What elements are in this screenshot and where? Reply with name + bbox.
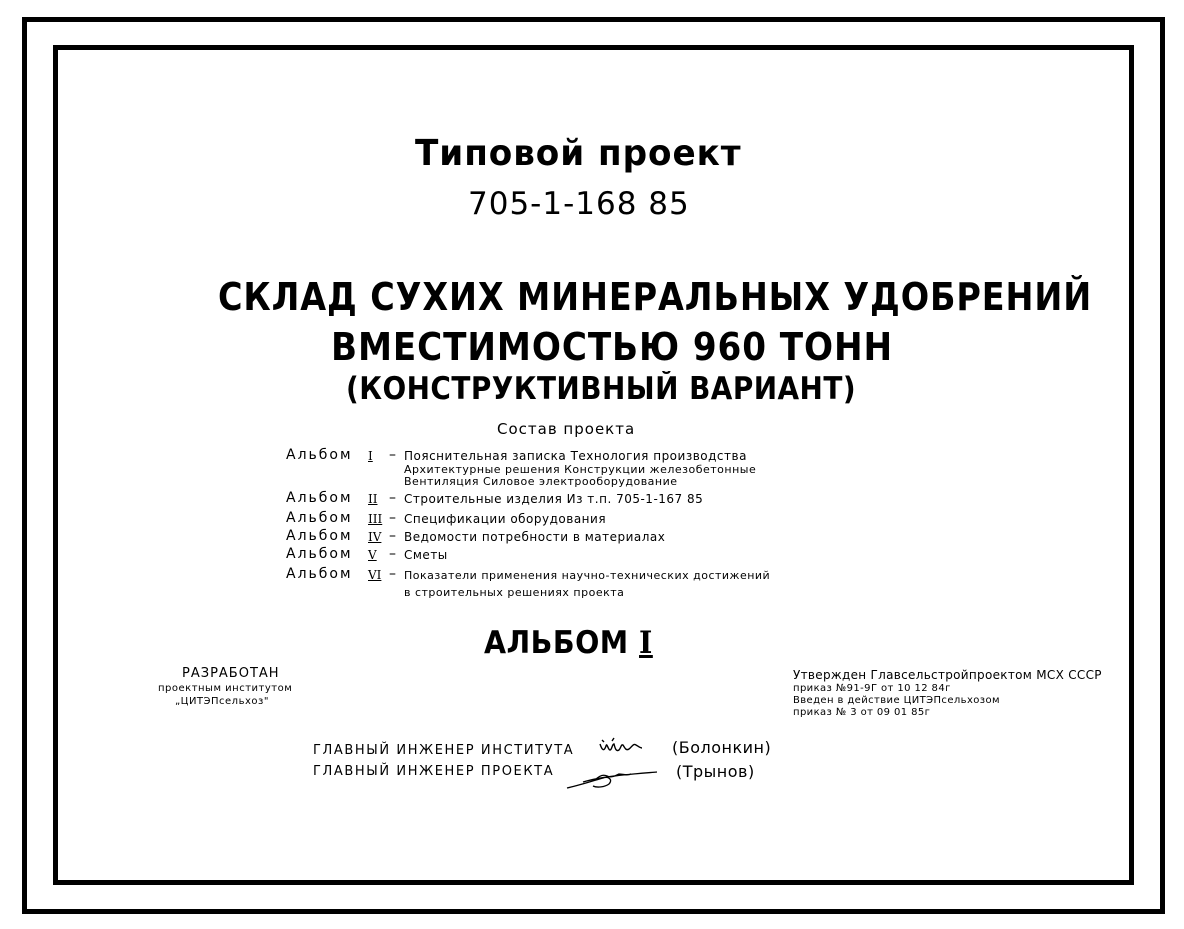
approval-line-3: Введен в действие ЦИТЭПсельхозом bbox=[793, 695, 1000, 706]
album-description-line: Спецификации оборудования bbox=[404, 512, 607, 526]
album-dash: – bbox=[389, 546, 396, 562]
composition-title: Состав проекта bbox=[497, 420, 636, 438]
heading-line-1: СКЛАД СУХИХ МИНЕРАЛЬНЫХ УДОБРЕНИЙ bbox=[218, 275, 1093, 319]
chief-engineer-institute-title: ГЛАВНЫЙ ИНЖЕНЕР ИНСТИТУТА bbox=[313, 743, 575, 758]
album-description-line: в строительных решениях проекта bbox=[404, 586, 625, 599]
chief-engineer-project-name: (Трынов) bbox=[676, 762, 755, 781]
album-label: Альбом bbox=[286, 490, 353, 506]
approval-line-2: приказ №91-9Г от 10 12 84г bbox=[793, 683, 951, 694]
album-dash: – bbox=[389, 490, 396, 506]
signature-project-icon bbox=[563, 764, 663, 794]
heading-line-3: (КОНСТРУКТИВНЫЙ ВАРИАНТ) bbox=[346, 371, 857, 407]
signature-institute-icon bbox=[596, 736, 646, 760]
album-dash: – bbox=[389, 528, 396, 544]
album-roman: VI bbox=[368, 568, 382, 582]
album-description-line: Строительные изделия Из т.п. 705-1-167 85 bbox=[404, 492, 704, 506]
album-roman: V bbox=[368, 548, 377, 562]
album-label: Альбом bbox=[286, 528, 353, 544]
album-roman: III bbox=[368, 512, 383, 526]
album-description-line: Пояснительная записка Технология производства bbox=[404, 449, 747, 463]
chief-engineer-institute-name: (Болонкин) bbox=[672, 738, 772, 757]
album-roman: I bbox=[368, 449, 373, 463]
current-album-roman: I bbox=[639, 625, 653, 661]
album-dash: – bbox=[389, 447, 396, 463]
album-description-line: Ведомости потребности в материалах bbox=[404, 530, 666, 544]
album-dash: – bbox=[389, 566, 396, 582]
album-roman: II bbox=[368, 492, 378, 506]
heading-line-2: ВМЕСТИМОСТЬЮ 960 ТОНН bbox=[331, 325, 894, 369]
album-description-line: Сметы bbox=[404, 548, 448, 562]
current-album-title bbox=[484, 625, 653, 661]
developer-line-2: „ЦИТЭПсельхоз" bbox=[175, 696, 269, 707]
project-number: 705-1-168 85 bbox=[468, 186, 690, 222]
album-label: Альбом bbox=[286, 546, 353, 562]
album-label: Альбом bbox=[286, 510, 353, 526]
approval-line-1: Утвержден Главсельстройпроектом МСХ СССР bbox=[793, 668, 1102, 682]
album-description-line: Архитектурные решения Конструкции железобетонные bbox=[404, 463, 757, 476]
approval-line-4: приказ № 3 от 09 01 85г bbox=[793, 707, 931, 718]
album-description-line: Вентиляция Силовое электрооборудование bbox=[404, 475, 678, 488]
type-project-title: Типовой проект bbox=[415, 133, 742, 174]
album-label: Альбом bbox=[286, 447, 353, 463]
album-roman: IV bbox=[368, 530, 382, 544]
developer-line-1: проектным институтом bbox=[158, 683, 293, 694]
current-album-label: АЛЬБОМ bbox=[484, 625, 629, 661]
album-label: Альбом bbox=[286, 566, 353, 582]
album-description-line: Показатели применения научно-технических достижений bbox=[404, 569, 771, 582]
chief-engineer-project-title: ГЛАВНЫЙ ИНЖЕНЕР ПРОЕКТА bbox=[313, 764, 555, 779]
developer-title: РАЗРАБОТАН bbox=[182, 666, 280, 681]
album-dash: – bbox=[389, 510, 396, 526]
